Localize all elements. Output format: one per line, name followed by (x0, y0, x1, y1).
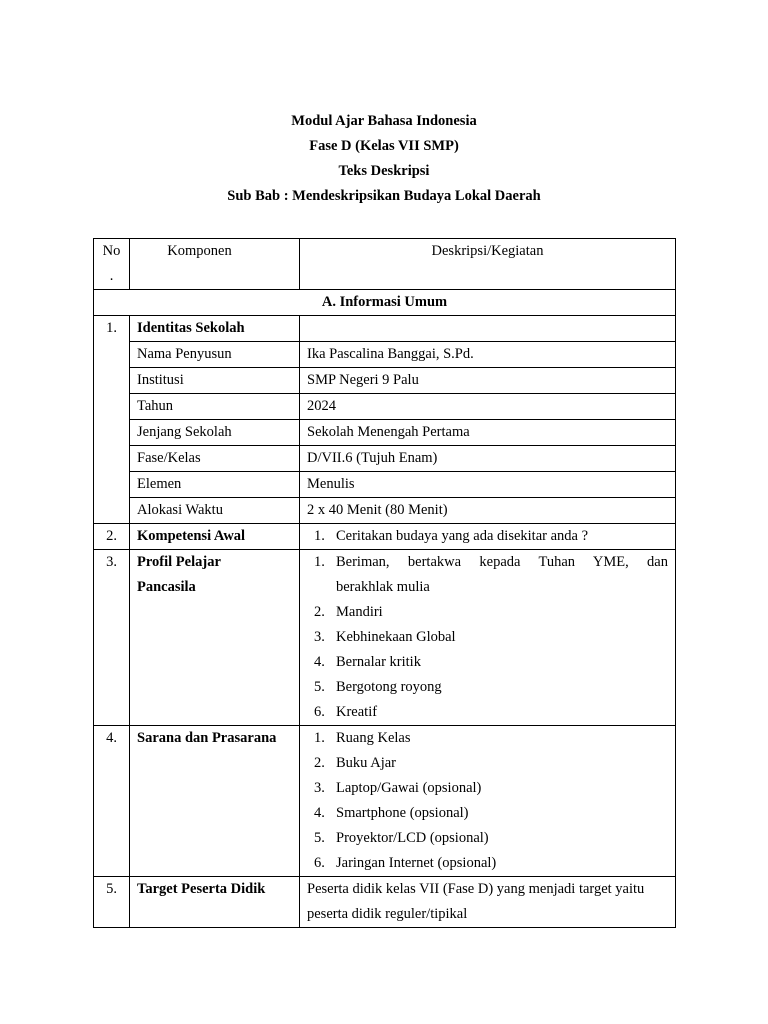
list-item-number: 6. (314, 855, 325, 871)
list-item (307, 851, 668, 876)
field-value: 2024 (300, 394, 676, 420)
list-item-number: 3. (314, 629, 325, 645)
list-item (307, 700, 668, 725)
list-item (307, 801, 668, 826)
list-item-text: Kebhinekaan Global (336, 629, 456, 645)
row-number: 4. (94, 726, 130, 877)
kompetensi-label: Kompetensi Awal (130, 524, 300, 550)
title-line-2: Fase D (Kelas VII SMP) (309, 138, 459, 154)
list-item (307, 751, 668, 776)
list-item-text-line-1: Beriman, bertakwa kepada Tuhan YME, dan (336, 554, 668, 570)
table-row (94, 368, 676, 394)
row-number: 5. (94, 877, 130, 928)
list-item (307, 726, 668, 751)
list-item-text: Proyektor/LCD (opsional) (336, 830, 489, 846)
list-item-number: 5. (314, 679, 325, 695)
list-item-number: 4. (314, 654, 325, 670)
table-row (94, 394, 676, 420)
profil-label-line-2: Pancasila (137, 579, 196, 595)
list-item-text: Smartphone (opsional) (336, 805, 469, 821)
list-item-number: 1. (314, 528, 325, 544)
field-label: Institusi (130, 368, 300, 394)
header-komponen: Komponen (130, 239, 300, 290)
table-row (94, 446, 676, 472)
profil-list (300, 550, 675, 725)
table-row (94, 524, 676, 550)
list-item-text: Jaringan Internet (opsional) (336, 855, 497, 871)
list-item-text-line-2: berakhlak mulia (336, 579, 430, 595)
row-number: 3. (94, 550, 130, 726)
list-item-text: Ceritakan budaya yang ada disekitar anda ? (336, 528, 589, 544)
list-item-text: Bernalar kritik (336, 654, 421, 670)
list-item-number: 5. (314, 830, 325, 846)
field-label: Jenjang Sekolah (130, 420, 300, 446)
list-item-text: Ruang Kelas (336, 730, 411, 746)
modul-ajar-table (93, 238, 676, 928)
list-item-text: Bergotong royong (336, 679, 442, 695)
field-label: Tahun (130, 394, 300, 420)
list-item-text: Laptop/Gawai (opsional) (336, 780, 482, 796)
field-label: Nama Penyusun (130, 342, 300, 368)
header-no-text: No (102, 243, 121, 259)
list-item (307, 776, 668, 801)
list-item-number: 6. (314, 704, 325, 720)
row-number: 2. (94, 524, 130, 550)
header-no (94, 239, 130, 290)
list-item-number: 1. (314, 730, 325, 746)
profil-list-cell (300, 550, 676, 726)
list-item-number: 4. (314, 805, 325, 821)
header-deskripsi: Deskripsi/Kegiatan (300, 239, 676, 290)
list-item-text: Buku Ajar (336, 755, 397, 771)
table-header-row (94, 239, 676, 290)
list-item-number: 2. (314, 755, 325, 771)
title-line-1: Modul Ajar Bahasa Indonesia (291, 113, 477, 129)
section-a-title: A. Informasi Umum (94, 290, 676, 316)
field-value: Menulis (300, 472, 676, 498)
header-no-dot: . (109, 268, 114, 284)
table-row (94, 498, 676, 524)
list-item-text (336, 550, 668, 600)
field-label: Elemen (130, 472, 300, 498)
field-value: Sekolah Menengah Pertama (300, 420, 676, 446)
list-item-number: 1. (314, 554, 325, 570)
list-item-number: 3. (314, 780, 325, 796)
identitas-value-empty (300, 316, 676, 342)
identitas-label: Identitas Sekolah (130, 316, 300, 342)
list-item (307, 675, 668, 700)
list-item-text: Kreatif (336, 704, 378, 720)
target-label: Target Peserta Didik (130, 877, 300, 928)
title-line-3: Teks Deskripsi (338, 163, 430, 179)
field-value: D/VII.6 (Tujuh Enam) (300, 446, 676, 472)
field-label: Fase/Kelas (130, 446, 300, 472)
list-item (307, 625, 668, 650)
table-row (94, 316, 676, 342)
section-row (94, 290, 676, 316)
profil-label (130, 550, 300, 726)
table-row (94, 472, 676, 498)
sarana-label: Sarana dan Prasarana (130, 726, 300, 877)
field-value: 2 x 40 Menit (80 Menit) (300, 498, 676, 524)
kompetensi-list (300, 524, 675, 549)
list-item (307, 600, 668, 625)
target-text-cell (300, 877, 676, 928)
field-value: Ika Pascalina Banggai, S.Pd. (300, 342, 676, 368)
list-item (307, 524, 668, 549)
list-item (307, 826, 668, 851)
field-label: Alokasi Waktu (130, 498, 300, 524)
table-row (94, 550, 676, 726)
title-line-4: Sub Bab : Mendeskripsikan Budaya Lokal Daerah (227, 188, 541, 204)
list-item-text: Mandiri (336, 604, 383, 620)
table-row (94, 420, 676, 446)
kompetensi-list-cell (300, 524, 676, 550)
row-number: 1. (94, 316, 130, 524)
field-value: SMP Negeri 9 Palu (300, 368, 676, 394)
target-text-line-1: Peserta didik kelas VII (Fase D) yang menjadi target yaitu (307, 881, 645, 897)
list-item-number: 2. (314, 604, 325, 620)
table-row (94, 726, 676, 877)
list-item (307, 550, 668, 600)
table-row (94, 877, 676, 928)
document-title-block (0, 110, 768, 210)
list-item (307, 650, 668, 675)
profil-label-line-1: Profil Pelajar (137, 554, 221, 570)
table-row (94, 342, 676, 368)
target-text-line-2: peserta didik reguler/tipikal (307, 906, 468, 922)
sarana-list (300, 726, 675, 876)
sarana-list-cell (300, 726, 676, 877)
